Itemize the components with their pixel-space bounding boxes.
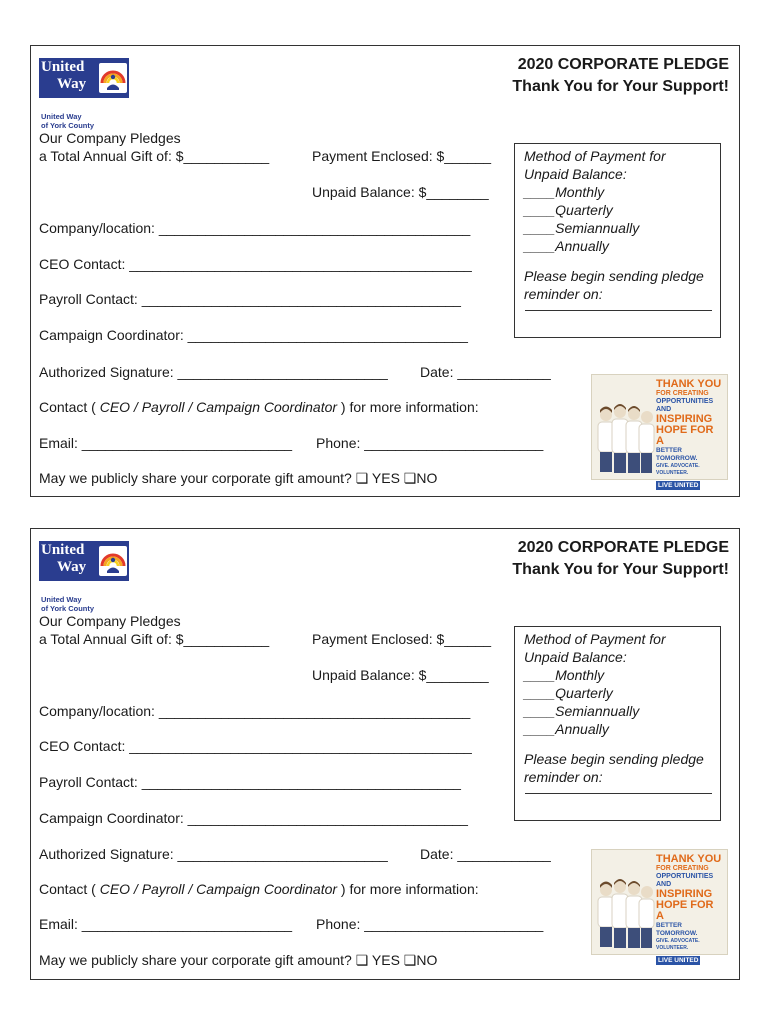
- payroll-contact-field[interactable]: Payroll Contact: _________________________________________: [39, 291, 461, 307]
- campaign-coordinator-field[interactable]: Campaign Coordinator: ____________________________________: [39, 810, 468, 826]
- hand-rainbow-icon: [99, 546, 127, 576]
- phone-field[interactable]: Phone: _______________________: [316, 916, 544, 932]
- ceo-contact-field[interactable]: CEO Contact: ____________________________________________: [39, 738, 472, 754]
- live-united-promo-image: THANK YOU FOR CREATING OPPORTUNITIES AND INSPIRING HOPE FOR A BETTER TOMORROW. GIVE. ADVOCATE. VOLUNTEER. LIVE UNITED: [591, 849, 728, 955]
- payment-enclosed-field[interactable]: Payment Enclosed: $______: [312, 148, 492, 164]
- date-field[interactable]: Date: ____________: [420, 364, 551, 380]
- company-location-field[interactable]: Company/location: ________________________________________: [39, 220, 471, 236]
- contact-info-label: Contact ( CEO / Payroll / Campaign Coordinator ) for more information:: [39, 881, 479, 897]
- pledge-card-1: United Way United Way of York County 2020 CORPORATE PLEDGE Thank You for Your Support! Our Company Pledges a Total Annual Gift of: $___________ Payment Enclosed: $______ Unpaid Balance: $________ Company/location: ________________________________________ CEO Contact: ____________________________________________ Payroll Contact: _________________________________________ Campaign Coordinator: ____________________________________ Authorized Signature: ___________________________ Date: ____________ Contact ( CEO / Payroll / Campaign Coordinator ) for more information: Email: ___________________________ Phone: _______________________ May we publicly share your corporate gift amount? ❏ YES ❏NO Method of Payment for Unpaid Balance: ____Monthly ____Quarterly ____Semiannually ____Annually Please begin sending pledge reminder on: THANK YOU FOR CREATING OPPORTUNITIES AND INSPIRING HOPE FOR A BETTER TOMORROW. GIVE. ADVOCATE. VOLUNTEER. LIVE UNITED: [30, 45, 740, 497]
- ceo-contact-field[interactable]: CEO Contact: ____________________________________________: [39, 256, 472, 272]
- pledge-title: 2020 CORPORATE PLEDGE Thank You for Your Support!: [512, 56, 729, 95]
- email-field[interactable]: Email: ___________________________: [39, 916, 293, 932]
- phone-field[interactable]: Phone: _______________________: [316, 435, 544, 451]
- share-gift-question[interactable]: May we publicly share your corporate gift amount? ❏ YES ❏NO: [39, 470, 438, 486]
- option-semiannually[interactable]: ____Semiannually: [524, 703, 640, 719]
- contact-info-label: Contact ( CEO / Payroll / Campaign Coordinator ) for more information:: [39, 399, 479, 415]
- pledge-title: 2020 CORPORATE PLEDGE Thank You for Your Support!: [512, 539, 729, 578]
- option-monthly[interactable]: ____Monthly: [524, 184, 605, 200]
- share-gift-question[interactable]: May we publicly share your corporate gift amount? ❏ YES ❏NO: [39, 952, 438, 968]
- company-location-field[interactable]: Company/location: ________________________________________: [39, 703, 471, 719]
- live-united-promo-image: THANK YOU FOR CREATING OPPORTUNITIES AND INSPIRING HOPE FOR A BETTER TOMORROW. GIVE. ADVOCATE. VOLUNTEER. LIVE UNITED: [591, 374, 728, 480]
- reminder-date-line[interactable]: [525, 310, 712, 311]
- option-annually[interactable]: ____Annually: [524, 721, 609, 737]
- option-semiannually[interactable]: ____Semiannually: [524, 220, 640, 236]
- option-quarterly[interactable]: ____Quarterly: [524, 202, 613, 218]
- pledge-amount-field[interactable]: Our Company Pledges a Total Annual Gift of: $___________: [39, 130, 270, 164]
- pledge-amount-field[interactable]: Our Company Pledges a Total Annual Gift of: $___________: [39, 613, 270, 647]
- option-monthly[interactable]: ____Monthly: [524, 667, 605, 683]
- date-field[interactable]: Date: ____________: [420, 846, 551, 862]
- children-photo-icon: [596, 876, 656, 950]
- payroll-contact-field[interactable]: Payroll Contact: _________________________________________: [39, 774, 461, 790]
- payment-method-box: Method of Payment for Unpaid Balance: ____Monthly ____Quarterly ____Semiannually ____Annually Please begin sending pledge reminder on:: [514, 626, 721, 821]
- unpaid-balance-field[interactable]: Unpaid Balance: $________: [312, 667, 489, 683]
- payment-method-box: Method of Payment for Unpaid Balance: ____Monthly ____Quarterly ____Semiannually ____Annually Please begin sending pledge reminder on:: [514, 143, 721, 338]
- authorized-signature-field[interactable]: Authorized Signature: ___________________________: [39, 364, 388, 380]
- email-field[interactable]: Email: ___________________________: [39, 435, 293, 451]
- hand-rainbow-icon: [99, 63, 127, 93]
- reminder-date-line[interactable]: [525, 793, 712, 794]
- unpaid-balance-field[interactable]: Unpaid Balance: $________: [312, 184, 489, 200]
- campaign-coordinator-field[interactable]: Campaign Coordinator: ____________________________________: [39, 327, 468, 343]
- children-photo-icon: [596, 401, 656, 475]
- pledge-card-2: United Way United Way of York County 2020 CORPORATE PLEDGE Thank You for Your Support! Our Company Pledges a Total Annual Gift of: $___________ Payment Enclosed: $______ Unpaid Balance: $________ Company/location: ________________________________________ CEO Contact: ____________________________________________ Payroll Contact: _________________________________________ Campaign Coordinator: ____________________________________ Authorized Signature: ___________________________ Date: ____________ Contact ( CEO / Payroll / Campaign Coordinator ) for more information: Email: ___________________________ Phone: _______________________ May we publicly share your corporate gift amount? ❏ YES ❏NO Method of Payment for Unpaid Balance: ____Monthly ____Quarterly ____Semiannually ____Annually Please begin sending pledge reminder on: THANK YOU FOR CREATING OPPORTUNITIES AND INSPIRING HOPE FOR A BETTER TOMORROW. GIVE. ADVOCATE. VOLUNTEER. LIVE UNITED: [30, 528, 740, 980]
- option-quarterly[interactable]: ____Quarterly: [524, 685, 613, 701]
- option-annually[interactable]: ____Annually: [524, 238, 609, 254]
- payment-enclosed-field[interactable]: Payment Enclosed: $______: [312, 631, 492, 647]
- authorized-signature-field[interactable]: Authorized Signature: ___________________________: [39, 846, 388, 862]
